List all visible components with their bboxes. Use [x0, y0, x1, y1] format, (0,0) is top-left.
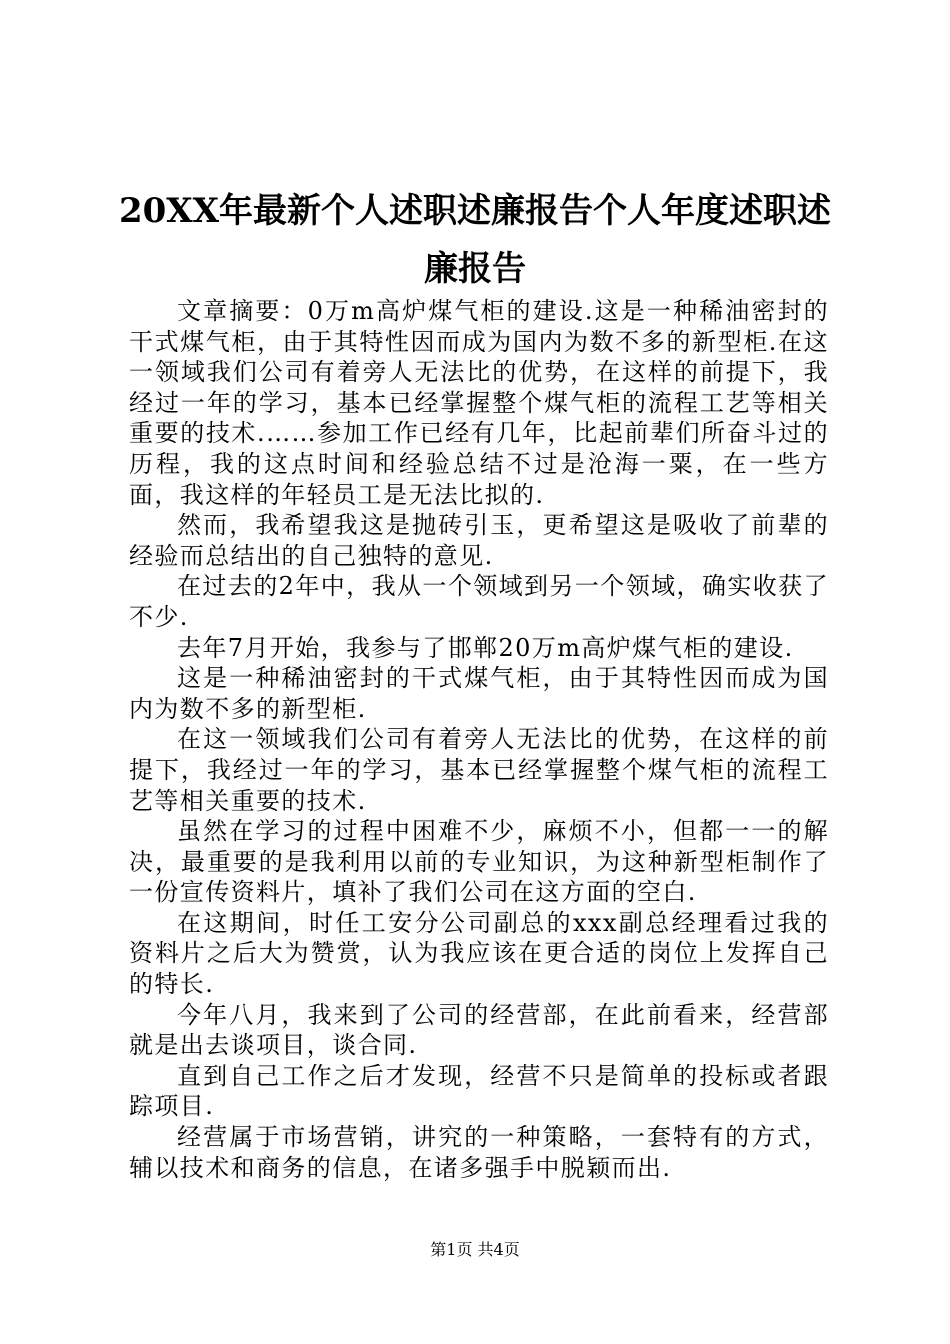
paragraph-9: 今年八月，我来到了公司的经营部，在此前看来，经营部就是出去谈项目，谈合同.	[129, 1000, 829, 1060]
paragraph-3: 在过去的2年中，我从一个领域到另一个领域，确实收获了不少.	[129, 572, 829, 631]
paragraph-5: 这是一种稀油密封的干式煤气柜，由于其特性因而成为国内为数不多的新型柜.	[129, 664, 829, 723]
paragraph-7: 虽然在学习的过程中困难不少，麻烦不小，但都一一的解决，最重要的是我利用以前的专业知识，为这种新型柜制作了一份宣传资料片，填补了我们公司在这方面的空白.	[129, 817, 829, 907]
document-title: 20XX年最新个人述职述廉报告个人年度述职述廉报告	[118, 191, 832, 289]
paragraph-11: 经营属于市场营销，讲究的一种策略，一套特有的方式，辅以技术和商务的信息，在诸多强手中脱颖而出.	[129, 1123, 829, 1182]
paragraph-4: 去年7月开始，我参与了邯郸20万m高炉煤气柜的建设.	[177, 633, 794, 662]
document-body	[129, 296, 829, 1183]
paragraph-6: 在这一领域我们公司有着旁人无法比的优势，在这样的前提下，我经过一年的学习，基本已经掌握整个煤气柜的流程工艺等相关重要的技术.	[129, 725, 829, 815]
paragraph-2: 然而，我希望我这是抛砖引玉，更希望这是吸收了前辈的经验而总结出的自己独特的意见.	[129, 511, 829, 570]
paragraph-10: 直到自己工作之后才发现，经营不只是简单的投标或者跟踪项目.	[129, 1061, 829, 1121]
page-number-footer: 第1页 共4页	[430, 1240, 520, 1259]
paragraph-8: 在这期间，时任工安分公司副总的xxx副总经理看过我的资料片之后大为赞赏，认为我应该在更合适的岗位上发挥自己的特长.	[129, 908, 829, 999]
paragraph-1: 文章摘要：0万m高炉煤气柜的建设.这是一种稀油密封的干式煤气柜，由于其特性因而成为国内为数不多的新型柜.在这一领域我们公司有着旁人无法比的优势，在这样的前提下，我经过一年的学习，基本已经掌握整个煤气柜的流程工艺等相关重要的技术.……参加工作已经有几年，比起前辈们所奋斗过的历程，我的这点时间和经验总结不过是沧海一粟，在一些方面，我这样的年轻员工是无法比拟的.	[129, 297, 829, 509]
